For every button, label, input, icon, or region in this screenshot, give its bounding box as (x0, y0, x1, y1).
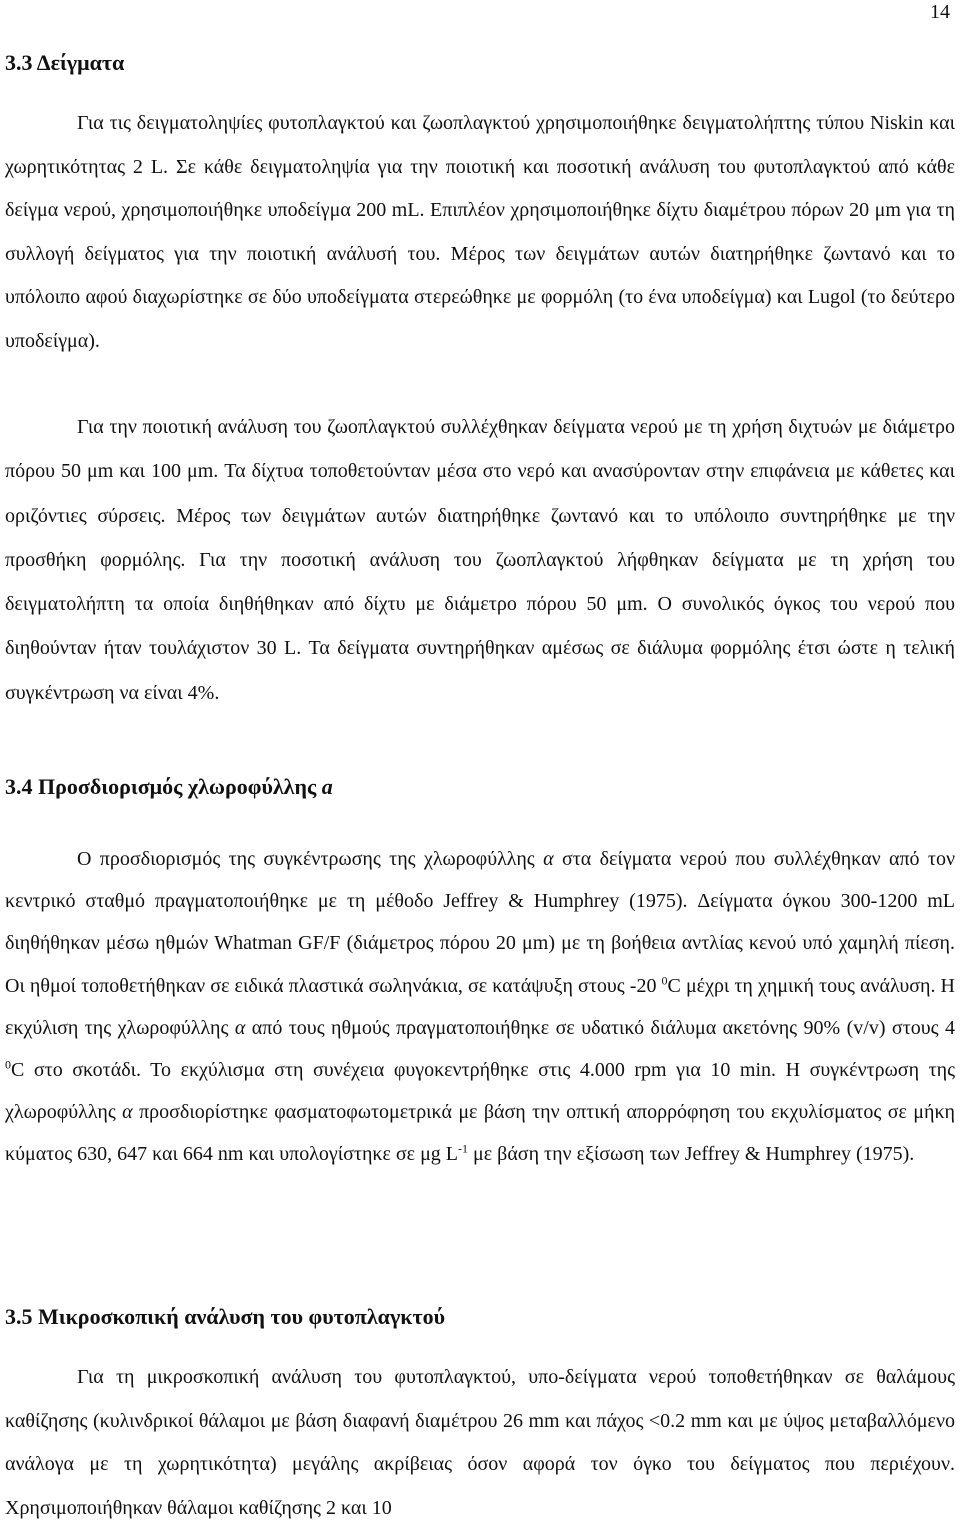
chl-text-5: C στο σκοτάδι. Το εκχύλισμα στη συνέχεια φυγοκεντρήθηκε στις 4.000 rpm για 10 min. Η συγκέντρωση της χλωροφύλλης (5, 1059, 955, 1124)
chl-text-6: προσδιορίστηκε φασματοφωτομετρικά με βάση την οπτική απορρόφηση του εκχυλίσματος σε μήκη κύματος 630, 647 και 664 nm και υπολογίστηκε σε μg L (5, 1101, 956, 1166)
chl-alpha-3: α (122, 1101, 133, 1124)
page-number: 14 (930, 1, 950, 23)
paragraph-microscopy: Για τη μικροσκοπική ανάλυση του φυτοπλαγκτού, υπο-δείγματα νερού τοποθετήθηκαν σε θαλάμους καθίζησης (κυλινδρικοί θάλαμοι με βάση διαφανή διαμέτρου 26 mm και πάχος <0.2 mm και με ύψος μεταβαλλόμενο ανάλογα με τη χωρητικότητα) μεγάλης ακρίβειας όσον αφορά τον όγκο του δείγματος που περιέχουν. Χρησιμοποιήθηκαν θάλαμοι καθίζησης 2 και 10 (5, 1366, 955, 1519)
chl-text-4: από τους ηθμούς πραγματοποιήθηκε σε υδατικό διάλυμα ακετόνης 90% (v/v) στους 4 (245, 1016, 955, 1039)
chl-text-2: στα δείγματα νερού που συλλέχθηκαν από τον κεντρικό σταθμό πραγματοποιήθηκε με τη μέθοδο Jeffrey & Humphrey (1975). Δείγματα όγκου 300-1200 mL διηθήθηκαν μέσω ηθμών Whatman GF/F (διάμετρος πόρου 20 μm) με τη βοήθεια αντλίας κενού υπό χαμηλή πίεση. Οι ηθμοί τοποθετήθηκαν σε ειδικά πλαστικά σωληνάκια, σε κατάψυξη στους -20 (5, 848, 955, 997)
section-heading-3-4-text: 3.4 Προσδιορισμός χλωροφύλλης (5, 774, 317, 799)
chl-alpha-1: α (543, 848, 554, 870)
section-heading-3-4-italic: a (321, 774, 333, 799)
chl-degree-sup-2: 0 (5, 1057, 11, 1072)
section-heading-3-5: 3.5 Μικροσκοπική ανάλυση του φυτοπλαγκτού (5, 1304, 446, 1329)
section-heading-3-4 (5, 772, 333, 802)
section-heading-3-3: 3.3 Δείγματα (5, 50, 125, 75)
paragraph-chlorophyll-method (5, 838, 955, 1176)
paragraph-samples-phytoplankton: Για τις δειγματοληψίες φυτοπλαγκτού και ζωοπλαγκτού χρησιμοποιήθηκε δειγματολήπτης τύπου Niskin και χωρητικότητας 2 L. Σε κάθε δειγματοληψία για την ποιοτική και ποσοτική ανάλυση του φυτοπλαγκτού από κάθε δείγμα νερού, χρησιμοποιήθηκε υποδείγμα 200 mL. Επιπλέον χρησιμοποιήθηκε δίχτυ διαμέτρου πόρων 20 μm για τη συλλογή δείγματος για την ποιοτική ανάλυσή του. Μέρος των δειγμάτων αυτών διατηρήθηκε ζωντανό και το υπόλοιπο αφού διαχωρίστηκε σε δύο υποδείγματα στερεώθηκε με φορμόλη (το ένα υποδείγμα) και Lugol (το δεύτερο υποδείγμα). (5, 112, 955, 352)
chl-text-7: με βάση την εξίσωση των Jeffrey & Humphrey (1975). (468, 1143, 915, 1166)
chl-text-1: Ο προσδιορισμός της συγκέντρωσης της χλωροφύλλης (77, 848, 544, 870)
chl-unit-sup: -1 (458, 1141, 469, 1156)
chl-degree-sup-1: 0 (661, 972, 668, 987)
chl-text-3: C μέχρι τη χημική τους ανάλυση. Η εκχύλιση της χλωροφύλλης (5, 974, 955, 1039)
paragraph-samples-zooplankton: Για την ποιοτική ανάλυση του ζωοπλαγκτού συλλέχθηκαν δείγματα νερού με τη χρήση διχτυών με διάμετρο πόρου 50 μm και 100 μm. Τα δίχτυα τοποθετούνταν μέσα στο νερό και ανασύρονταν στην επιφάνεια με κάθετες και οριζόντιες σύρσεις. Μέρος των δειγμάτων αυτών διατηρήθηκε ζωντανό και το υπόλοιπο συντηρήθηκε με την προσθήκη φορμόλης. Για την ποσοτική ανάλυση του ζωοπλαγκτού λήφθηκαν δείγματα με τη χρήση του δειγματολήπτη τα οποία διηθήθηκαν από δίχτυ με διάμετρο πόρου 50 μm. Ο συνολικός όγκος του νερού που διηθούνταν ήταν τουλάχιστον 30 L. Τα δείγματα συντηρήθηκαν αμέσως σε διάλυμα φορμόλης έτσι ώστε η τελική συγκέντρωση να είναι 4%. (5, 416, 955, 704)
chl-alpha-2: α (234, 1016, 246, 1039)
